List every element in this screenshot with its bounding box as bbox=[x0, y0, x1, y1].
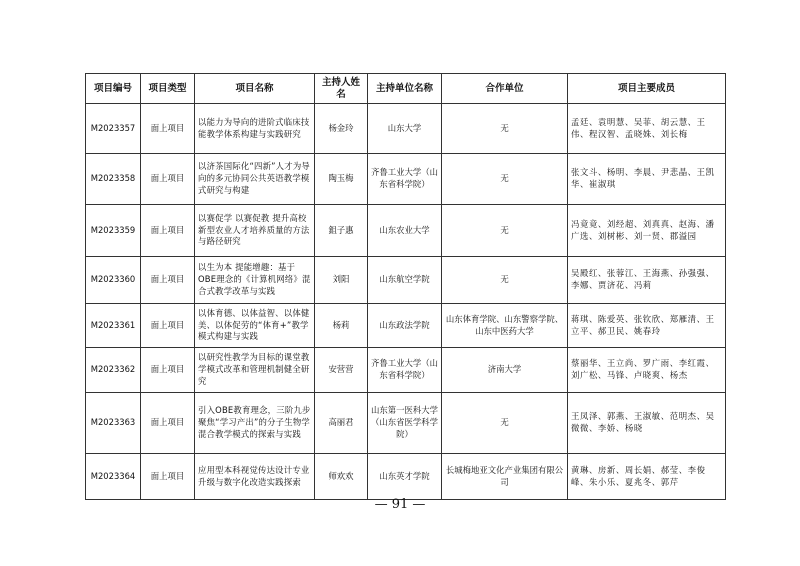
cell-members: 王凤泽、郭燕、王淑敏、范明杰、吴微微、李娇、杨晓 bbox=[568, 393, 726, 454]
project-table bbox=[85, 73, 726, 500]
table-row bbox=[86, 348, 726, 393]
header-partner-unit: 合作单位 bbox=[442, 74, 568, 104]
cell-host-unit: 山东第一医科大学（山东省医学科学院） bbox=[368, 393, 442, 454]
header-project-code: 项目编号 bbox=[86, 74, 141, 104]
cell-members: 黄琳、房新、周长娟、郝莹、李俊峰、朱小乐、夏兆冬、郭芹 bbox=[568, 454, 726, 500]
cell-host-unit: 山东航空学院 bbox=[368, 257, 442, 304]
cell-project-name: 应用型本科视觉传达设计专业升级与数字化改造实践探索 bbox=[195, 454, 315, 500]
cell-project-type: 面上项目 bbox=[141, 257, 195, 304]
table-row bbox=[86, 257, 726, 304]
cell-project-code: M2023362 bbox=[86, 348, 141, 393]
header-project-name: 项目名称 bbox=[195, 74, 315, 104]
cell-leader-name: 高丽君 bbox=[315, 393, 368, 454]
cell-project-name: 以体育德、以体益智、以体健美、以体促劳的“体育+”教学模式构建与实践 bbox=[195, 304, 315, 348]
cell-partner-unit: 山东体育学院、山东警察学院、山东中医药大学 bbox=[442, 304, 568, 348]
cell-project-type: 面上项目 bbox=[141, 304, 195, 348]
cell-partner-unit: 无 bbox=[442, 154, 568, 205]
cell-leader-name: 安营营 bbox=[315, 348, 368, 393]
cell-project-type: 面上项目 bbox=[141, 205, 195, 257]
cell-project-code: M2023358 bbox=[86, 154, 141, 205]
cell-project-code: M2023359 bbox=[86, 205, 141, 257]
table-row bbox=[86, 154, 726, 205]
cell-host-unit: 山东政法学院 bbox=[368, 304, 442, 348]
table-row bbox=[86, 393, 726, 454]
page-number: — 91 — bbox=[374, 497, 426, 512]
cell-partner-unit: 长城梅地亚文化产业集团有限公司 bbox=[442, 454, 568, 500]
header-main-members: 项目主要成员 bbox=[568, 74, 726, 104]
cell-host-unit: 山东英才学院 bbox=[368, 454, 442, 500]
cell-leader-name: 鉏子惠 bbox=[315, 205, 368, 257]
cell-project-name: 引入OBE教育理念，三阶九步聚焦“学习产出”的分子生物学混合教学模式的探索与实践 bbox=[195, 393, 315, 454]
cell-members: 张文斗、杨明、李晨、尹悲晶、王凯华、崔淑琪 bbox=[568, 154, 726, 205]
cell-host-unit: 山东大学 bbox=[368, 104, 442, 154]
cell-members: 孟廷、袁明慧、吴菲、胡云慧、王伟、程汉智、孟晓姝、刘长梅 bbox=[568, 104, 726, 154]
cell-leader-name: 杨莉 bbox=[315, 304, 368, 348]
table-row bbox=[86, 205, 726, 257]
cell-project-code: M2023361 bbox=[86, 304, 141, 348]
cell-members: 吴殿红、张蓉江、王海燕、孙强强、李娜、贾济花、冯莉 bbox=[568, 257, 726, 304]
cell-project-name: 以研究性教学为目标的课堂教学模式改革和管理机制健全研究 bbox=[195, 348, 315, 393]
cell-partner-unit: 无 bbox=[442, 257, 568, 304]
cell-partner-unit: 无 bbox=[442, 205, 568, 257]
cell-project-type: 面上项目 bbox=[141, 104, 195, 154]
cell-host-unit: 齐鲁工业大学（山东省科学院） bbox=[368, 154, 442, 205]
cell-project-name: 以济茶国际化“四新”人才为导向的多元协同公共英语教学模式研究与构建 bbox=[195, 154, 315, 205]
cell-leader-name: 刘阳 bbox=[315, 257, 368, 304]
cell-project-name: 以能力为导向的进阶式临床技能教学体系构建与实践研究 bbox=[195, 104, 315, 154]
table-row bbox=[86, 454, 726, 500]
cell-partner-unit: 无 bbox=[442, 104, 568, 154]
cell-project-name: 以赛促学 以赛促教 提升高校新型农业人才培养质量的方法与路径研究 bbox=[195, 205, 315, 257]
cell-project-code: M2023364 bbox=[86, 454, 141, 500]
cell-partner-unit: 无 bbox=[442, 393, 568, 454]
cell-project-code: M2023363 bbox=[86, 393, 141, 454]
cell-members: 蒋琪、陈爱英、张钦欣、郑雁清、王立平、郝卫民、姚春玲 bbox=[568, 304, 726, 348]
header-host-unit: 主持单位名称 bbox=[368, 74, 442, 104]
table-row bbox=[86, 304, 726, 348]
cell-project-type: 面上项目 bbox=[141, 454, 195, 500]
cell-project-type: 面上项目 bbox=[141, 393, 195, 454]
header-leader-name: 主持人姓名 bbox=[315, 74, 368, 104]
header-project-type: 项目类型 bbox=[141, 74, 195, 104]
cell-leader-name: 师欢欢 bbox=[315, 454, 368, 500]
cell-project-type: 面上项目 bbox=[141, 154, 195, 205]
cell-project-type: 面上项目 bbox=[141, 348, 195, 393]
cell-partner-unit: 济南大学 bbox=[442, 348, 568, 393]
cell-members: 冯竟竟、刘经超、刘真真、赵海、潘广选、刘树彬、刘一贤、郡溢园 bbox=[568, 205, 726, 257]
cell-members: 蔡丽华、王立尚、罗广雨、李红霞、刘广松、马锋、卢晓爽、杨杰 bbox=[568, 348, 726, 393]
cell-leader-name: 陶玉梅 bbox=[315, 154, 368, 205]
cell-project-code: M2023360 bbox=[86, 257, 141, 304]
cell-project-code: M2023357 bbox=[86, 104, 141, 154]
cell-leader-name: 杨金玲 bbox=[315, 104, 368, 154]
cell-project-name: 以生为本 提能增趣：基于OBE理念的《计算机网络》混合式教学改革与实践 bbox=[195, 257, 315, 304]
cell-host-unit: 山东农业大学 bbox=[368, 205, 442, 257]
table-header-row bbox=[86, 74, 726, 104]
table-row bbox=[86, 104, 726, 154]
cell-host-unit: 齐鲁工业大学（山东省科学院） bbox=[368, 348, 442, 393]
